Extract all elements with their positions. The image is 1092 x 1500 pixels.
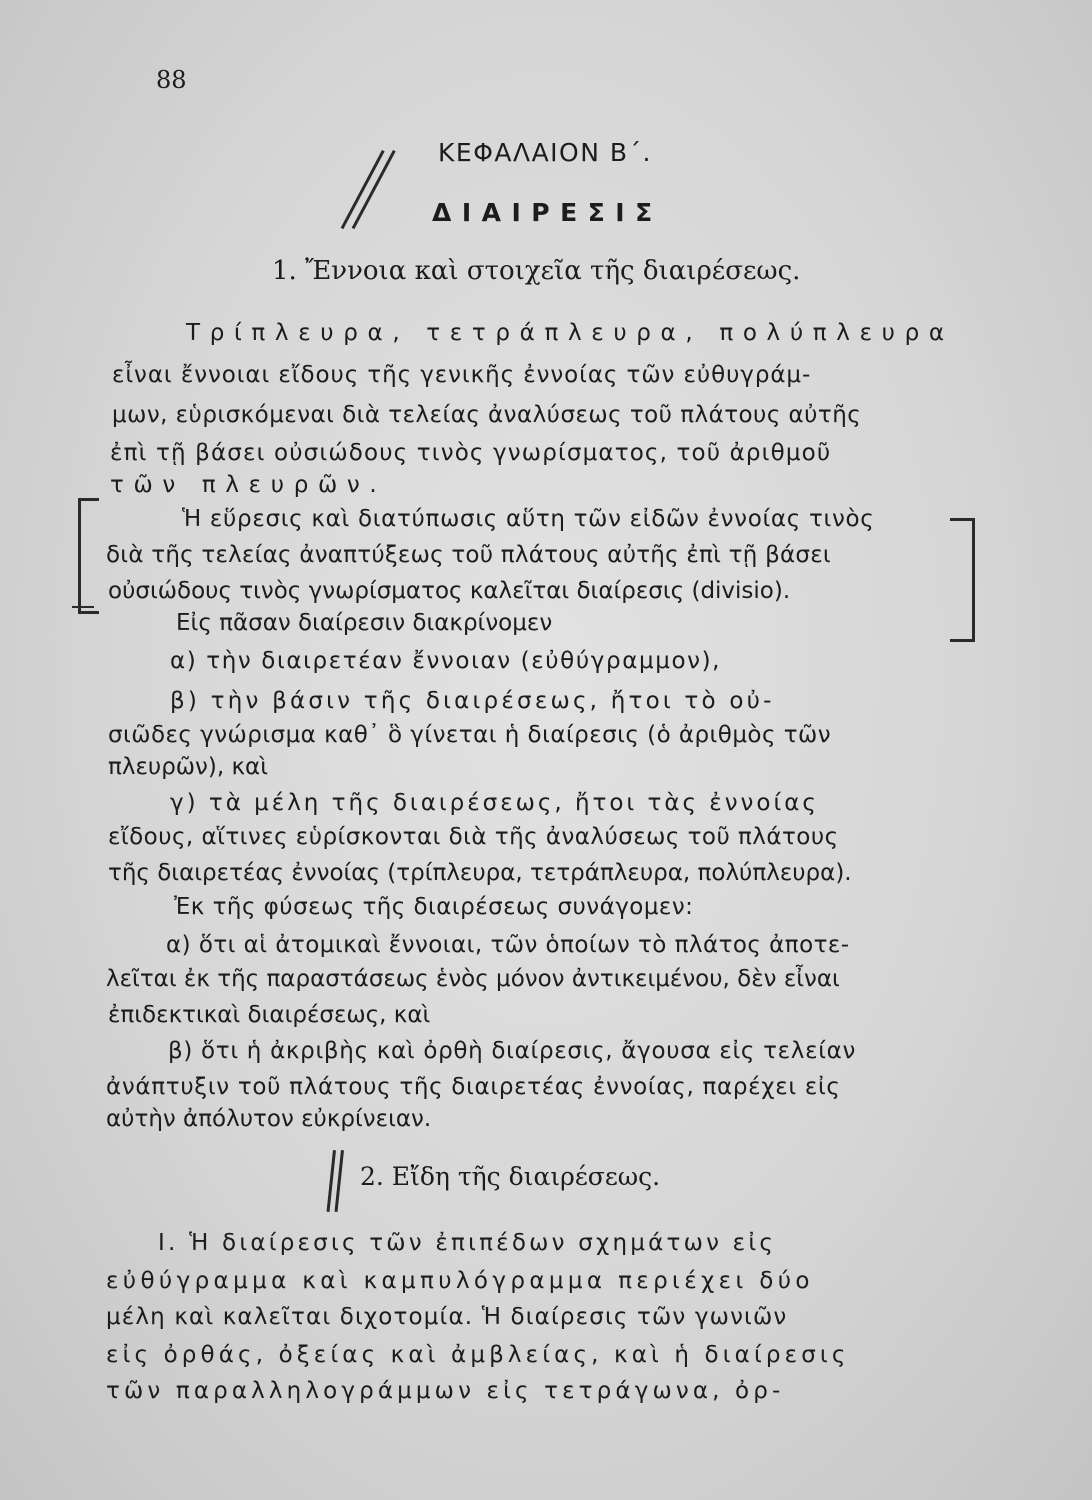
text-line: Ἡ εὕρεσις καὶ διατύπωσις αὕτη τῶν εἰδῶν ἐννοίας τινὸς <box>182 506 875 532</box>
text-line: μέλη καὶ καλεῖται διχοτομία. Ἡ διαίρεσις τῶν γωνιῶν <box>106 1304 788 1330</box>
text-line: μων, εὑρισκόμεναι διὰ τελείας ἀναλύσεως τοῦ πλάτους αὐτῆς <box>112 402 862 428</box>
text-line: πλευρῶν), καὶ <box>108 754 269 780</box>
text-line: Τρίπλευρα, τετράπλευρα, πολύπλευρα <box>186 320 954 346</box>
text-line: α) ὅτι αἱ ἀτομικαὶ ἔννοιαι, τῶν ὁποίων τὸ πλάτος ἀποτε- <box>166 932 850 958</box>
text-line: λεῖται ἐκ τῆς παραστάσεως ἑνὸς μόνον ἀντικειμένου, δὲν εἶναι <box>106 966 840 992</box>
text-line: ἐπὶ τῇ βάσει οὐσιώδους τινὸς γνωρίσματος, τοῦ ἀριθμοῦ <box>110 440 832 466</box>
text-line: σιῶδες γνώρισμα καθ᾽ ὃ γίνεται ἡ διαίρεσις (ὁ ἀριθμὸς τῶν <box>108 722 832 748</box>
pencil-mark <box>72 606 94 608</box>
pencil-bracket <box>950 518 975 642</box>
text-line: εἰς ὀρθάς, ὀξείας καὶ ἀμβλείας, καὶ ἡ διαίρεσις <box>106 1342 850 1368</box>
text-line: γ) τὰ μέλη τῆς διαιρέσεως, ἤτοι τὰς ἐννοίας <box>170 790 819 816</box>
text-line: εἶναι ἔννοιαι εἴδους τῆς γενικῆς ἐννοίας τῶν εὐθυγράμ- <box>112 362 812 388</box>
text-line: οὐσιώδους τινὸς γνωρίσματος καλεῖται διαίρεσις (divisio). <box>108 578 791 604</box>
text-line: διὰ τῆς τελείας ἀναπτύξεως τοῦ πλάτους αὐτῆς ἐπὶ τῇ βάσει <box>106 542 831 568</box>
text-line: I. Ἡ διαίρεσις τῶν ἐπιπέδων σχημάτων εἰς <box>158 1230 777 1256</box>
section-heading: 1. Ἔννοια καὶ στοιχεῖα τῆς διαιρέσεως. <box>272 256 801 286</box>
chapter-heading: ΚΕΦΑΛΑΙΟΝ Β΄. <box>438 138 652 167</box>
text-line: αὐτὴν ἀπόλυτον εὐκρίνειαν. <box>106 1106 432 1132</box>
text-line: τῶν παραλληλογράμμων εἰς τετράγωνα, ὀρ- <box>106 1378 785 1404</box>
text-line: ἐπιδεκτικαὶ διαιρέσεως, καὶ <box>108 1002 431 1028</box>
text-line: Ἐκ τῆς φύσεως τῆς διαιρέσεως συνάγομεν: <box>174 894 694 920</box>
text-line: εἴδους, αἵτινες εὑρίσκονται διὰ τῆς ἀναλύσεως τοῦ πλάτους <box>108 824 839 850</box>
page-number: 88 <box>156 66 187 94</box>
chapter-title: ΔΙΑΙΡΕΣΙΣ <box>432 198 663 227</box>
text-line: εὐθύγραμμα καὶ καμπυλόγραμμα περιέχει δύο <box>106 1268 814 1294</box>
text-line: τῶν πλευρῶν. <box>110 472 387 498</box>
text-line: β) τὴν βάσιν τῆς διαιρέσεως, ἤτοι τὸ οὐ- <box>170 688 775 714</box>
section-heading: 2. Εἴδη τῆς διαιρέσεως. <box>360 1162 661 1191</box>
text-line: ἀνάπτυξιν τοῦ πλάτους τῆς διαιρετέας ἐννοίας, παρέχει εἰς <box>106 1074 841 1100</box>
pencil-mark <box>341 150 385 229</box>
pencil-bracket <box>78 498 99 614</box>
pencil-mark <box>335 1150 344 1212</box>
text-line: τῆς διαιρετέας ἐννοίας (τρίπλευρα, τετράπλευρα, πολύπλευρα). <box>108 860 852 886</box>
pencil-mark <box>352 150 396 229</box>
text-line: Εἰς πᾶσαν διαίρεσιν διακρίνομεν <box>176 610 553 636</box>
text-line: α) τὴν διαιρετέαν ἔννοιαν (εὐθύγραμμον), <box>170 648 722 674</box>
text-line: β) ὅτι ἡ ἀκριβὴς καὶ ὀρθὴ διαίρεσις, ἄγουσα εἰς τελείαν <box>168 1038 857 1064</box>
